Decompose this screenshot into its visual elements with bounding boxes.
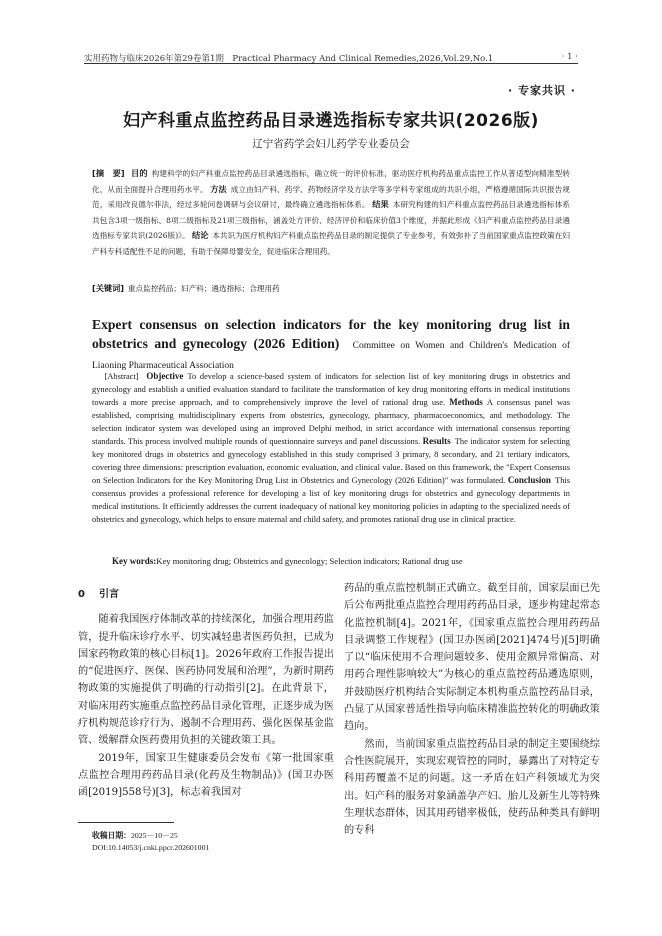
- results-label-zh: 结果: [372, 199, 389, 210]
- paragraph: 药品的重点监控机制正式确立。截至目前，国家层面已先后公布两批重点监控合理用药药品目录，逐步构建起常态化监控机制[4]。2021年，《国家重点监控合理用药药品目录调整工作规程》(国卫办医函[2021]474号)[5]明确了以“临床使用不合理问题较多、使用金额异常偏高、对用药合理性影响较大”为核心的重点监控药品遴选原则，并鼓励医疗机构结合实际制定本机构重点监控药品目录，凸显了从国家普适性指导向临床精准监控转化的明确政策趋向。: [344, 583, 600, 733]
- results-label-en: Results: [422, 436, 451, 446]
- keywords-label-en: Key words:: [112, 556, 157, 566]
- section-title: 引言: [98, 589, 119, 600]
- title-chinese: 妇产科重点监控药品目录遴选指标专家共识(2026版): [123, 111, 539, 131]
- keywords-label-zh: [关键词]: [92, 283, 125, 293]
- section-heading: [78, 586, 334, 603]
- organization-english: Committee on Women and Children's Medication of Liaoning Pharmaceutical Association: [92, 340, 571, 371]
- abstract-chinese: [92, 166, 570, 260]
- title-english: [92, 316, 570, 376]
- objective-label-en: Objective: [146, 371, 184, 381]
- keywords-text-en: Key monitoring drug; Obstetrics and gynecology; Selection indicators; Rational drug use: [156, 556, 463, 566]
- received-date: [92, 830, 209, 842]
- section-number: 0: [78, 589, 85, 600]
- received-label: 收稿日期：: [92, 831, 131, 840]
- keywords-chinese: [92, 282, 570, 295]
- methods-label-en: Methods: [449, 397, 483, 407]
- doi: DOI:10.14053/j.cnki.ppcr.202601001: [92, 843, 210, 852]
- abstract-english: [92, 370, 570, 526]
- methods-text-en: A consensus panel was established, comprising multidisciplinary experts from obstetrics, gynecology, pharmacy, pharmacoeconomics, and methodology. The selection indicator system was developed using an improved Delphi method, in strict accordance with international consensus reporting standards. This process involved multiple rounds of questionnaire surveys and panel discussions.: [92, 398, 570, 446]
- paragraph: 2019年，国家卫生健康委员会发布《第一批国家重点监控合理用药药品目录(化药及生物制品)》(国卫办医函[2019]558号)[3]，标志着我国对: [78, 752, 334, 799]
- results-text-zh: 本研究构建的妇产科重点监控药品目录遴选指标体系共包含3项一级指标、8项二级指标及21项三级指标，涵盖处方评价、经济评价和临床价值3个维度，并据此形成《妇产科重点监控药品目录遴选指标专家共识(2026版)》。: [92, 200, 571, 241]
- objective-text-en: To develop a science-based system of indicators for selection list of key monitoring drugs in obstetrics and gynecology and establish a unified evaluation standard to facilitate the transformation of key drug monitoring efforts in medical institutions towards a more precise approach, and to comprehensively improve the level of rational drug use.: [92, 372, 571, 407]
- received-value: 2025－10－25: [130, 831, 178, 840]
- conclusion-text-en: This consensus provides a professional reference for developing a list of key monitoring drugs for obstetrics and gynecology departments in medical institutions. It efficiently addresses the current inadequacy of national key monitoring policies in adapting to the specialized needs of obstetrics and gynecology, which helps to ensure maternal and child safety, and promotes rational drug use in clinical practice.: [92, 476, 571, 524]
- paragraph: 随着我国医疗体制改革的持续深化，加强合理用药监管，提升临床诊疗水平、切实减轻患者医药负担，已成为国家药物政策的核心目标[1]。2026年政府工作报告提出的“促进医疗、医保、医药协同发展和治理”，为新时期药物政策的实施提供了明确的行动指引[2]。在此背景下，对临床用药实施重点监控药品目录化管理，正逐步成为医疗机构规范诊疗行为、遏制不合理用药、强化医保基金监管、缓解群众医药费用负担的关键政策工具。: [78, 614, 334, 747]
- abstract-label: [摘 要]: [92, 168, 125, 178]
- title-english-text: Expert consensus on selection indicators for the key monitoring drug list in obstetrics and gynecology (2026 Edition): [92, 317, 570, 351]
- body-column-left: [78, 586, 334, 802]
- page-number: · 1 ·: [561, 52, 578, 62]
- paragraph: 然而，当前国家重点监控药品目录的制定主要围绕综合性医院展开，实现宏观管控的同时，暴露出了对特定专科用药覆盖不足的问题。这一矛盾在妇产科领域尤为突出。妇产科的服务对象涵盖孕产妇、胎儿及新生儿等特殊生理状态群体，因其用药错率极低，使药品种类具有鲜明的专科: [344, 738, 600, 837]
- organization-chinese: 辽宁省药学会妇儿药学专业委员会: [252, 138, 410, 150]
- objective-label-zh: 目的: [131, 168, 148, 178]
- footnote: [92, 830, 209, 854]
- conclusion-label-zh: 结论: [192, 230, 209, 241]
- methods-label-zh: 方法: [210, 183, 227, 194]
- column-tag: · 专家共识 ·: [507, 84, 576, 97]
- keywords-english: [112, 556, 570, 566]
- header-rule: [84, 63, 578, 64]
- footnote-rule: [78, 822, 174, 823]
- objective-text-zh: 构建科学的妇产科重点监控药品目录遴选指标，确立统一的评价标准，驱动医疗机构药品重点监控工作从普适型向精准型转化，从而全面提升合理用药水平。: [92, 169, 570, 194]
- conclusion-label-en: Conclusion: [507, 475, 551, 485]
- body-column-right: [344, 580, 600, 839]
- conclusion-text-zh: 本共识为医疗机构妇产科重点监控药品目录的制定提供了专业参考，有效弥补了当前国家重点监控政策在妇产科专科适配性不足的问题，有助于保障母婴安全，促进临床合理用药。: [92, 231, 570, 256]
- journal-info: 实用药物与临床2026年第29卷第1期 Practical Pharmacy And Clinical Remedies,2026,Vol.29,No.1: [84, 54, 494, 64]
- keywords-text-zh: 重点监控药品；妇产科；遴选指标；合理用药: [127, 284, 280, 293]
- abstract-label-en: [Abstract]: [104, 372, 139, 381]
- results-text-en: The indicator system for selecting key monitored drugs in obstetrics and gynecology established in this study comprised 3 primary, 8 secondary, and 21 tertiary indicators, covering three dimensions: prescription evaluation, economic evaluation, and clinical value. Based on this framework, the "Expert Consensus on Selection Indicators for the Key Monitoring Drug List in Obstetrics and Gynecology (2026 Edition)" was formulated.: [92, 437, 570, 485]
- methods-text-zh: 成立由妇产科、药学、药物经济学及方法学等多学科专家组成的共识小组，严格遵循国际共识报告规范，采用改良德尔菲法，经过多轮问卷调研与会议研讨，最终确立遴选指标体系。: [92, 184, 570, 210]
